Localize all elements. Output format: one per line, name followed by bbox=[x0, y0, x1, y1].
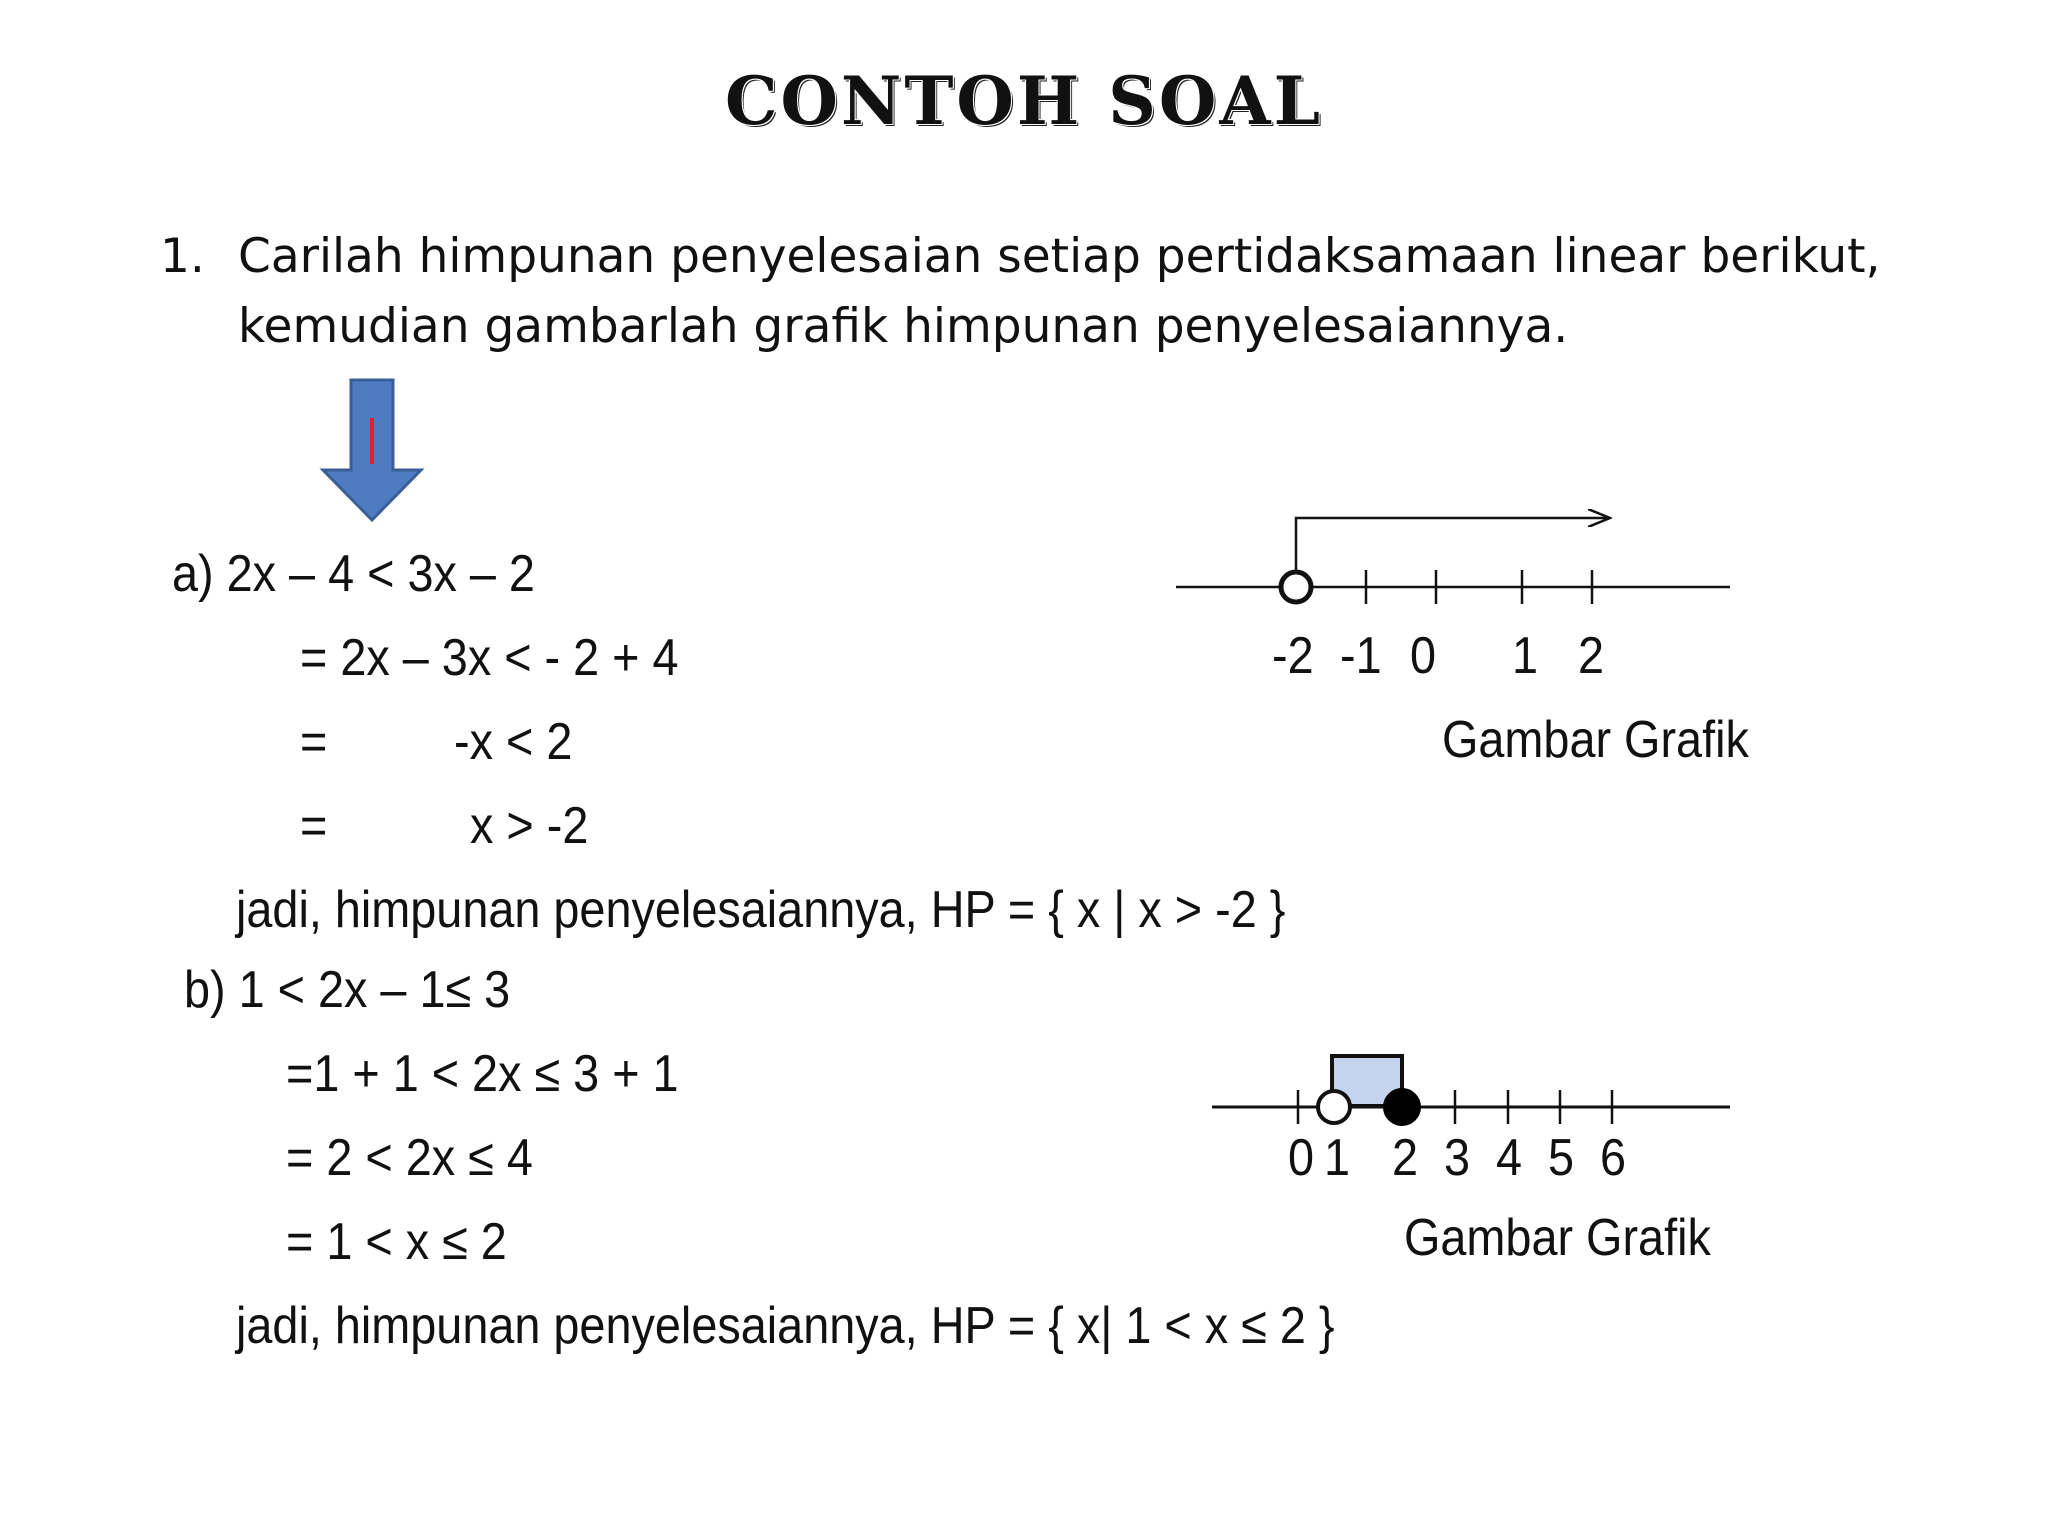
tick-label-a-1: -2 bbox=[1272, 627, 1314, 685]
problem-b-conclusion: jadi, himpunan penyelesaiannya, HP = { x| 1 < x ≤ 2 } bbox=[236, 1297, 1335, 1355]
problem-a-conclusion: jadi, himpunan penyelesaiannya, HP = { x | x > -2 } bbox=[236, 881, 1286, 939]
problem-a-step-1: = 2x – 3x < - 2 + 4 bbox=[300, 629, 679, 687]
tick-label-b-7: 6 bbox=[1600, 1129, 1627, 1187]
graph-a-caption: Gambar Grafik bbox=[1442, 711, 1749, 769]
problem-b-step-2: = 2 < 2x ≤ 4 bbox=[286, 1129, 533, 1187]
tick-label-a-2: -1 bbox=[1340, 627, 1382, 685]
tick-label-b-1: 0 bbox=[1288, 1129, 1315, 1187]
problem-a-step-3: x > -2 bbox=[470, 797, 589, 855]
question-line-2: kemudian gambarlah grafik himpunan penyelesaiannya. bbox=[238, 299, 1569, 354]
tick-label-a-5: 2 bbox=[1578, 627, 1605, 685]
graph-b-caption: Gambar Grafik bbox=[1404, 1209, 1711, 1267]
tick-label-b-5: 4 bbox=[1496, 1129, 1523, 1187]
closed-point-2 bbox=[1384, 1089, 1420, 1125]
problem-a-step-2: -x < 2 bbox=[454, 713, 573, 771]
tick-label-b-3: 2 bbox=[1392, 1129, 1419, 1187]
tick-label-a-3: 0 bbox=[1410, 627, 1437, 685]
problem-a-step-3-eq: = bbox=[300, 797, 328, 855]
tick-label-a-4: 1 bbox=[1512, 627, 1539, 685]
question-line-1: Carilah himpunan penyelesaian setiap pertidaksamaan linear berikut, bbox=[238, 229, 1881, 284]
tick-label-b-2: 1 bbox=[1324, 1129, 1351, 1187]
tick-label-b-6: 5 bbox=[1548, 1129, 1575, 1187]
problem-a-statement: a) 2x – 4 < 3x – 2 bbox=[172, 545, 535, 603]
problem-b-statement: b) 1 < 2x – 1≤ 3 bbox=[184, 961, 511, 1019]
question-number: 1. bbox=[160, 229, 205, 284]
problem-b-step-1: =1 + 1 < 2x ≤ 3 + 1 bbox=[286, 1045, 679, 1103]
problem-a-step-2-eq: = bbox=[300, 713, 328, 771]
problem-b-step-3: = 1 < x ≤ 2 bbox=[286, 1213, 507, 1271]
slide-title: CONTOH SOAL bbox=[724, 62, 1324, 140]
tick-label-b-4: 3 bbox=[1444, 1129, 1471, 1187]
open-point-1 bbox=[1318, 1091, 1350, 1123]
